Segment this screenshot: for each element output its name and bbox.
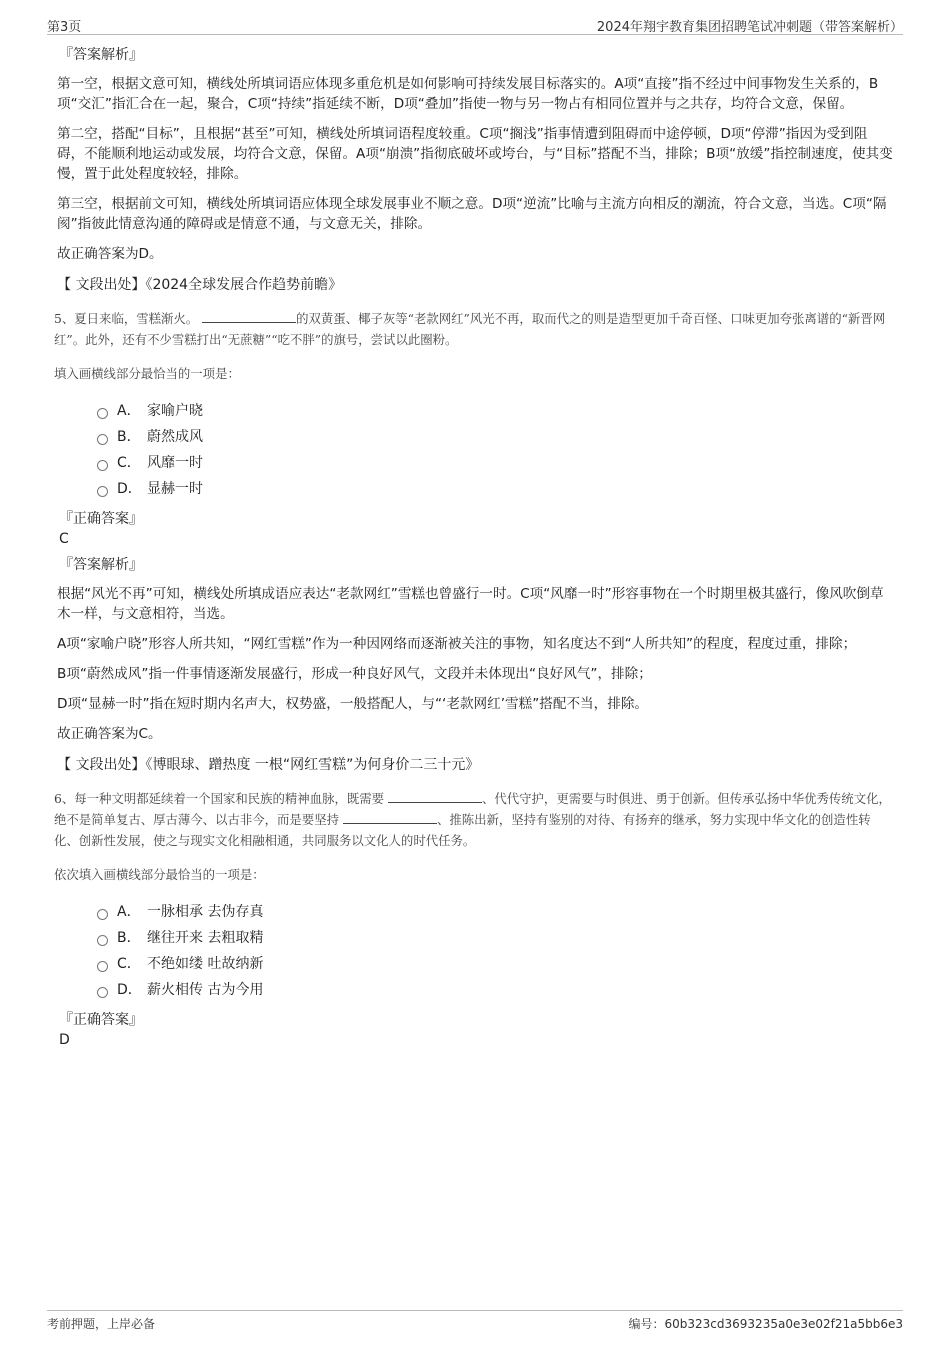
radio-button[interactable]	[97, 460, 108, 471]
document-title: 2024年翔宇教育集团招聘笔试冲刺题（带答案解析）	[596, 20, 903, 35]
option-b[interactable]: B． 蔚然成风	[97, 424, 893, 450]
page-header	[47, 14, 903, 35]
question-5-options	[97, 398, 893, 502]
option-b[interactable]: B． 继往开来 去粗取精	[97, 925, 893, 951]
correct-answer: C	[59, 531, 69, 547]
source-prefix: 【 文段出处】	[57, 757, 146, 773]
option-c[interactable]: C． 风靡一时	[97, 450, 893, 476]
correct-answer-label: 『正确答案』	[59, 1012, 143, 1028]
fill-blank	[343, 810, 437, 824]
analysis-paragraph: D项“显赫一时”指在短时期内名声大，权势盛，一般搭配人，与“‘老款网红’雪糕”搭配不当，排除。	[57, 696, 649, 712]
question-5-text: 5、夏日来临，雪糕渐火。 的双黄蛋、椰子灰等“老款网红”风光不再，取而代之的则是造型更加千奇百怪、口味更加夸张离谱的“新晋网红”。此外，还有不少雪糕打出“无蔗糖”“吃不胖”的旗号，尝试以此圈粉。	[54, 311, 886, 347]
source-title: 《博眼球、蹭热度 一根“网红雪糕”为何身价二三十元》	[145, 757, 480, 773]
analysis-label: 『答案解析』	[59, 47, 143, 63]
page-number: 第3页	[47, 20, 82, 35]
radio-button[interactable]	[97, 909, 108, 920]
option-d[interactable]: D． 显赫一时	[97, 476, 893, 502]
analysis-label: 『答案解析』	[59, 557, 143, 573]
option-a[interactable]: A． 家喻户晓	[97, 398, 893, 424]
fill-blank	[202, 309, 296, 323]
document-id: 编号：60b323cd3693235a0e3e02f21a5bb6e3	[628, 1317, 903, 1331]
radio-button[interactable]	[97, 434, 108, 445]
radio-button[interactable]	[97, 961, 108, 972]
source-line	[57, 274, 893, 296]
document-body	[54, 44, 893, 1055]
radio-button[interactable]	[97, 486, 108, 497]
analysis-paragraph: 根据“风光不再”可知，横线处所填成语应表达“老款网红”雪糕也曾盛行一时。C项“风靡一时”形容事物在一个时期里极其盛行，像风吹倒草木一样，与文意相符，当选。	[57, 586, 884, 622]
analysis-paragraph: 第一空，根据文意可知，横线处所填词语应体现多重危机是如何影响可持续发展目标落实的。A项“直接”指不经过中间事物发生关系的，B项“交汇”指汇合在一起，聚合，C项“持续”指延续不断，D项“叠加”指使一物与另一物占有相同位置并与之共存，均符合文意，保留。	[57, 76, 879, 112]
footer-slogan: 考前押题，上岸必备	[47, 1317, 156, 1331]
analysis-paragraph: 故正确答案为C。	[57, 726, 162, 742]
analysis-paragraph: 故正确答案为D。	[57, 246, 163, 262]
source-title: 《2024全球发展合作趋势前瞻》	[145, 277, 343, 293]
source-prefix: 【 文段出处】	[57, 277, 146, 293]
question-6-text: 6、每一种文明都延续着一个国家和民族的精神血脉，既需要 、代代守护，更需要与时俱进、勇于创新。但传承弘扬中华优秀传统文化，绝不是简单复古、厚古薄今、以古非今，而是要坚持 、推陈出新，坚持有鉴别的对待、有扬弃的继承，努力实现中华文化的创造性转化、创新性发展，使之与现实文化相融相通，共同服务以文化人的时代任务。	[54, 791, 891, 848]
fill-blank	[388, 789, 482, 803]
radio-button[interactable]	[97, 408, 108, 419]
analysis-paragraph: A项“家喻户晓”形容人所共知，“网红雪糕”作为一种因网络而逐渐被关注的事物，知名度达不到“人所共知”的程度，程度过重，排除；	[57, 636, 857, 652]
analysis-paragraph: 第二空，搭配“目标”，且根据“甚至”可知，横线处所填词语程度较重。C项“搁浅”指事情遭到阻碍而中途停顿，D项“停滞”指因为受到阻碍，不能顺利地运动或发展，均符合文意，保留。A项“崩溃”指彻底破坏或垮台，与“目标”搭配不当，排除；B项“放缓”指控制速度，使其变慢，置于此处程度较轻，排除。	[57, 126, 893, 182]
source-line	[57, 754, 893, 776]
option-a[interactable]: A． 一脉相承 去伪存真	[97, 899, 893, 925]
radio-button[interactable]	[97, 987, 108, 998]
question-6-prompt: 依次填入画横线部分最恰当的一项是：	[54, 867, 265, 882]
page-footer	[47, 1310, 903, 1335]
analysis-paragraph: B项“蔚然成风”指一件事情逐渐发展盛行，形成一种良好风气，文段并未体现出“良好风气”，排除；	[57, 666, 652, 682]
analysis-paragraph: 第三空，根据前文可知，横线处所填词语应体现全球发展事业不顺之意。D项“逆流”比喻与主流方向相反的潮流，符合文意，当选。C项“隔阂”指彼此情意沟通的障碍或是情意不通，与文意无关，排除。	[57, 196, 887, 232]
option-c[interactable]: C． 不绝如缕 吐故纳新	[97, 951, 893, 977]
option-d[interactable]: D． 薪火相传 古为今用	[97, 977, 893, 1003]
question-5-prompt: 填入画横线部分最恰当的一项是：	[54, 366, 240, 381]
correct-answer-label: 『正确答案』	[59, 511, 143, 527]
correct-answer: D	[59, 1032, 70, 1048]
question-6-options	[97, 899, 893, 1003]
radio-button[interactable]	[97, 935, 108, 946]
